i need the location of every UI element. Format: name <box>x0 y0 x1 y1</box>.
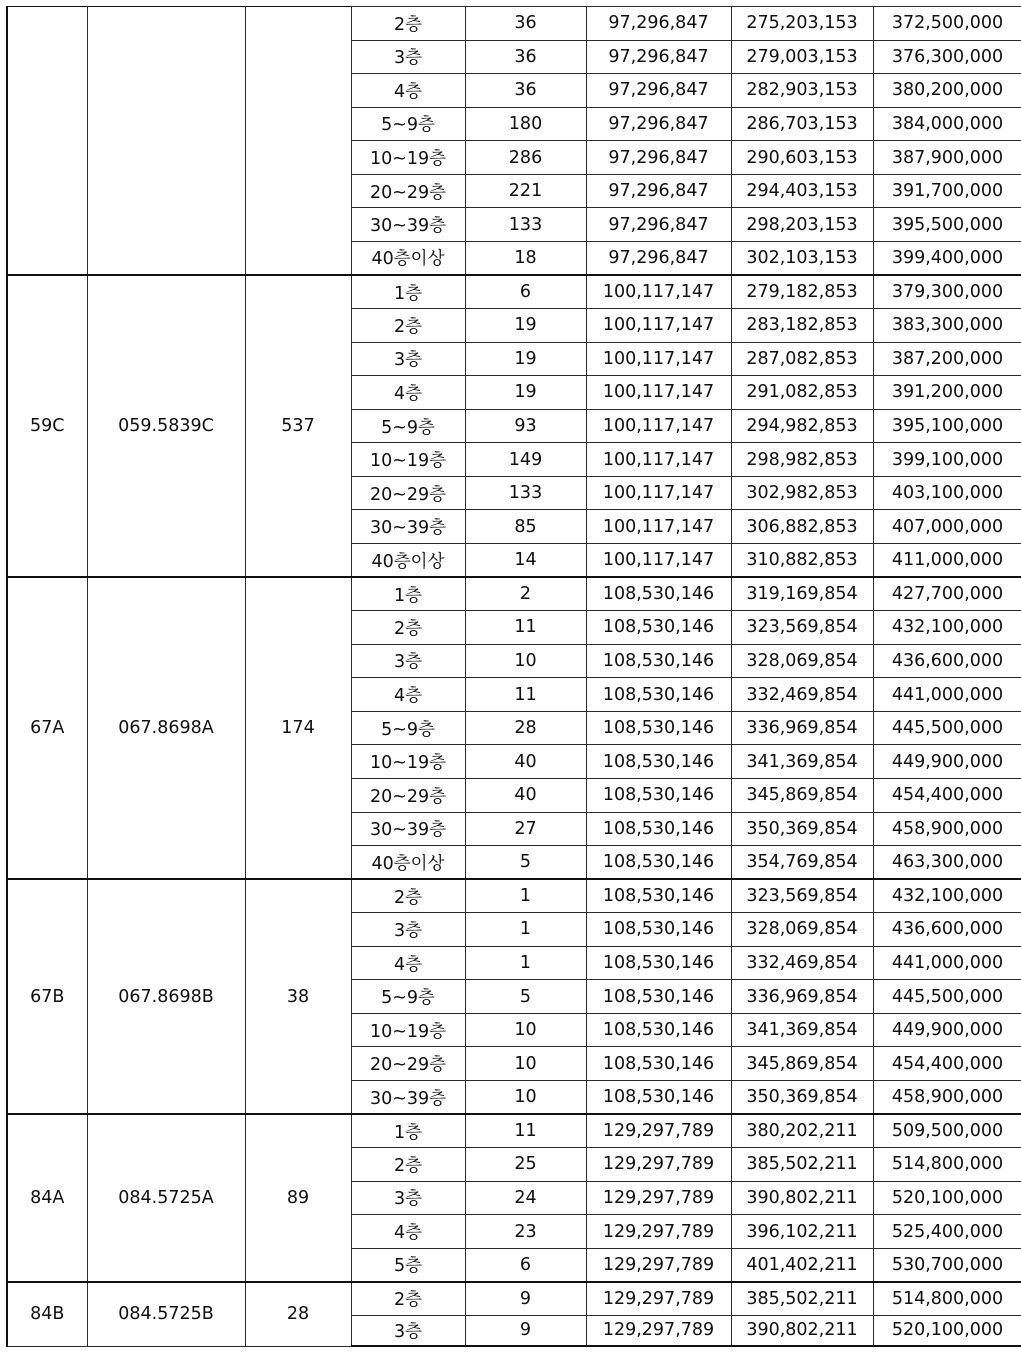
count-cell: 133 <box>465 476 586 510</box>
total-price-cell: 387,900,000 <box>873 141 1021 175</box>
total-price-cell: 520,100,000 <box>873 1181 1021 1215</box>
floor-cell: 4층 <box>351 74 465 108</box>
floor-cell: 3층 <box>351 40 465 74</box>
building-price-cell: 275,203,153 <box>731 7 873 41</box>
unit-type-cell: 67A <box>7 577 87 879</box>
count-cell: 36 <box>465 7 586 41</box>
floor-cell: 2층 <box>351 879 465 913</box>
land-price-cell: 108,530,146 <box>586 812 731 846</box>
total-price-cell: 514,800,000 <box>873 1148 1021 1182</box>
total-price-cell: 379,300,000 <box>873 275 1021 309</box>
land-price-cell: 100,117,147 <box>586 309 731 343</box>
floor-cell: 2층 <box>351 309 465 343</box>
land-price-cell: 100,117,147 <box>586 342 731 376</box>
table-row <box>7 577 1021 611</box>
total-price-cell: 445,500,000 <box>873 711 1021 745</box>
count-cell: 11 <box>465 611 586 645</box>
total-price-cell: 436,600,000 <box>873 913 1021 947</box>
floor-cell: 4층 <box>351 376 465 410</box>
building-price-cell: 341,369,854 <box>731 1013 873 1047</box>
count-cell: 1 <box>465 946 586 980</box>
model-code-cell: 059.5839C <box>87 275 245 577</box>
model-code-cell: 084.5725A <box>87 1114 245 1282</box>
building-price-cell: 290,603,153 <box>731 141 873 175</box>
count-cell: 10 <box>465 1081 586 1115</box>
total-price-cell: 441,000,000 <box>873 946 1021 980</box>
count-cell: 23 <box>465 1215 586 1249</box>
unit-type-cell: 59C <box>7 275 87 577</box>
count-cell: 14 <box>465 544 586 578</box>
count-cell: 28 <box>465 711 586 745</box>
total-price-cell: 403,100,000 <box>873 476 1021 510</box>
land-price-cell: 97,296,847 <box>586 174 731 208</box>
land-price-cell: 108,530,146 <box>586 913 731 947</box>
land-price-cell: 108,530,146 <box>586 1081 731 1115</box>
total-price-cell: 458,900,000 <box>873 1081 1021 1115</box>
count-cell: 5 <box>465 846 586 880</box>
building-price-cell: 279,182,853 <box>731 275 873 309</box>
land-price-cell: 108,530,146 <box>586 846 731 880</box>
building-price-cell: 332,469,854 <box>731 946 873 980</box>
floor-cell: 5~9층 <box>351 409 465 443</box>
building-price-cell: 385,502,211 <box>731 1282 873 1316</box>
count-cell: 221 <box>465 174 586 208</box>
land-price-cell: 100,117,147 <box>586 409 731 443</box>
count-cell: 1 <box>465 913 586 947</box>
floor-cell: 3층 <box>351 913 465 947</box>
land-price-cell: 97,296,847 <box>586 208 731 242</box>
land-price-cell: 97,296,847 <box>586 7 731 41</box>
count-cell: 6 <box>465 275 586 309</box>
building-price-cell: 286,703,153 <box>731 107 873 141</box>
model-code-cell <box>87 7 245 276</box>
total-price-cell: 514,800,000 <box>873 1282 1021 1316</box>
floor-cell: 2층 <box>351 1148 465 1182</box>
count-cell: 180 <box>465 107 586 141</box>
count-cell: 40 <box>465 778 586 812</box>
count-cell: 40 <box>465 745 586 779</box>
building-price-cell: 328,069,854 <box>731 644 873 678</box>
total-price-cell: 399,100,000 <box>873 443 1021 477</box>
land-price-cell: 100,117,147 <box>586 275 731 309</box>
building-price-cell: 279,003,153 <box>731 40 873 74</box>
count-cell: 18 <box>465 241 586 275</box>
land-price-cell: 108,530,146 <box>586 879 731 913</box>
total-price-cell: 395,500,000 <box>873 208 1021 242</box>
building-price-cell: 350,369,854 <box>731 1081 873 1115</box>
land-price-cell: 108,530,146 <box>586 980 731 1014</box>
count-cell: 10 <box>465 644 586 678</box>
floor-cell: 30~39층 <box>351 812 465 846</box>
land-price-cell: 108,530,146 <box>586 1013 731 1047</box>
total-price-cell: 411,000,000 <box>873 544 1021 578</box>
count-cell: 19 <box>465 342 586 376</box>
floor-cell: 20~29층 <box>351 778 465 812</box>
total-price-cell: 380,200,000 <box>873 74 1021 108</box>
land-price-cell: 129,297,789 <box>586 1215 731 1249</box>
total-price-cell: 372,500,000 <box>873 7 1021 41</box>
total-price-cell: 391,200,000 <box>873 376 1021 410</box>
total-price-cell: 441,000,000 <box>873 678 1021 712</box>
floor-cell: 30~39층 <box>351 510 465 544</box>
floor-cell: 10~19층 <box>351 443 465 477</box>
total-price-cell: 520,100,000 <box>873 1315 1021 1346</box>
floor-cell: 3층 <box>351 1181 465 1215</box>
floor-cell: 4층 <box>351 946 465 980</box>
count-cell: 286 <box>465 141 586 175</box>
floor-cell: 2층 <box>351 7 465 41</box>
floor-cell: 3층 <box>351 644 465 678</box>
floor-cell: 20~29층 <box>351 174 465 208</box>
building-price-cell: 306,882,853 <box>731 510 873 544</box>
floor-cell: 4층 <box>351 1215 465 1249</box>
floor-cell: 5층 <box>351 1248 465 1282</box>
building-price-cell: 319,169,854 <box>731 577 873 611</box>
total-price-cell: 458,900,000 <box>873 812 1021 846</box>
land-price-cell: 129,297,789 <box>586 1248 731 1282</box>
floor-cell: 40층이상 <box>351 241 465 275</box>
building-price-cell: 302,982,853 <box>731 476 873 510</box>
building-price-cell: 332,469,854 <box>731 678 873 712</box>
land-price-cell: 97,296,847 <box>586 74 731 108</box>
land-price-cell: 108,530,146 <box>586 1047 731 1081</box>
table-row <box>7 1282 1021 1316</box>
count-cell: 36 <box>465 40 586 74</box>
total-price-cell: 399,400,000 <box>873 241 1021 275</box>
unit-total-cell: 89 <box>245 1114 351 1282</box>
unit-type-cell: 84A <box>7 1114 87 1282</box>
count-cell: 36 <box>465 74 586 108</box>
building-price-cell: 341,369,854 <box>731 745 873 779</box>
unit-total-cell: 174 <box>245 577 351 879</box>
total-price-cell: 454,400,000 <box>873 1047 1021 1081</box>
building-price-cell: 380,202,211 <box>731 1114 873 1148</box>
building-price-cell: 287,082,853 <box>731 342 873 376</box>
floor-cell: 10~19층 <box>351 1013 465 1047</box>
price-table <box>6 6 1021 1347</box>
floor-cell: 5~9층 <box>351 980 465 1014</box>
floor-cell: 5~9층 <box>351 711 465 745</box>
building-price-cell: 323,569,854 <box>731 879 873 913</box>
total-price-cell: 407,000,000 <box>873 510 1021 544</box>
unit-total-cell: 537 <box>245 275 351 577</box>
count-cell: 19 <box>465 309 586 343</box>
building-price-cell: 310,882,853 <box>731 544 873 578</box>
building-price-cell: 345,869,854 <box>731 778 873 812</box>
building-price-cell: 302,103,153 <box>731 241 873 275</box>
total-price-cell: 449,900,000 <box>873 1013 1021 1047</box>
unit-type-cell <box>7 7 87 276</box>
count-cell: 10 <box>465 1047 586 1081</box>
total-price-cell: 463,300,000 <box>873 846 1021 880</box>
building-price-cell: 345,869,854 <box>731 1047 873 1081</box>
model-code-cell: 067.8698B <box>87 879 245 1114</box>
total-price-cell: 432,100,000 <box>873 879 1021 913</box>
land-price-cell: 100,117,147 <box>586 376 731 410</box>
floor-cell: 40층이상 <box>351 544 465 578</box>
floor-cell: 30~39층 <box>351 208 465 242</box>
count-cell: 9 <box>465 1315 586 1346</box>
land-price-cell: 97,296,847 <box>586 141 731 175</box>
table-row <box>7 7 1021 41</box>
count-cell: 2 <box>465 577 586 611</box>
land-price-cell: 108,530,146 <box>586 644 731 678</box>
table-row <box>7 879 1021 913</box>
total-price-cell: 395,100,000 <box>873 409 1021 443</box>
building-price-cell: 336,969,854 <box>731 980 873 1014</box>
land-price-cell: 129,297,789 <box>586 1114 731 1148</box>
count-cell: 24 <box>465 1181 586 1215</box>
unit-type-cell: 84B <box>7 1282 87 1346</box>
land-price-cell: 97,296,847 <box>586 40 731 74</box>
total-price-cell: 454,400,000 <box>873 778 1021 812</box>
land-price-cell: 108,530,146 <box>586 711 731 745</box>
table-row <box>7 1114 1021 1148</box>
total-price-cell: 384,000,000 <box>873 107 1021 141</box>
count-cell: 25 <box>465 1148 586 1182</box>
building-price-cell: 298,203,153 <box>731 208 873 242</box>
model-code-cell: 067.8698A <box>87 577 245 879</box>
land-price-cell: 129,297,789 <box>586 1315 731 1346</box>
total-price-cell: 436,600,000 <box>873 644 1021 678</box>
unit-total-cell <box>245 7 351 276</box>
count-cell: 19 <box>465 376 586 410</box>
building-price-cell: 323,569,854 <box>731 611 873 645</box>
count-cell: 6 <box>465 1248 586 1282</box>
building-price-cell: 401,402,211 <box>731 1248 873 1282</box>
floor-cell: 40층이상 <box>351 846 465 880</box>
floor-cell: 1층 <box>351 577 465 611</box>
count-cell: 9 <box>465 1282 586 1316</box>
total-price-cell: 509,500,000 <box>873 1114 1021 1148</box>
count-cell: 11 <box>465 1114 586 1148</box>
land-price-cell: 108,530,146 <box>586 611 731 645</box>
floor-cell: 2층 <box>351 1282 465 1316</box>
floor-cell: 2층 <box>351 611 465 645</box>
building-price-cell: 283,182,853 <box>731 309 873 343</box>
count-cell: 5 <box>465 980 586 1014</box>
floor-cell: 20~29층 <box>351 1047 465 1081</box>
unit-total-cell: 38 <box>245 879 351 1114</box>
count-cell: 11 <box>465 678 586 712</box>
land-price-cell: 108,530,146 <box>586 946 731 980</box>
building-price-cell: 282,903,153 <box>731 74 873 108</box>
building-price-cell: 390,802,211 <box>731 1181 873 1215</box>
land-price-cell: 129,297,789 <box>586 1282 731 1316</box>
building-price-cell: 350,369,854 <box>731 812 873 846</box>
table-row <box>7 275 1021 309</box>
model-code-cell: 084.5725B <box>87 1282 245 1346</box>
building-price-cell: 390,802,211 <box>731 1315 873 1346</box>
building-price-cell: 354,769,854 <box>731 846 873 880</box>
building-price-cell: 294,982,853 <box>731 409 873 443</box>
floor-cell: 3층 <box>351 342 465 376</box>
building-price-cell: 385,502,211 <box>731 1148 873 1182</box>
floor-cell: 10~19층 <box>351 141 465 175</box>
building-price-cell: 336,969,854 <box>731 711 873 745</box>
land-price-cell: 97,296,847 <box>586 107 731 141</box>
total-price-cell: 387,200,000 <box>873 342 1021 376</box>
land-price-cell: 100,117,147 <box>586 476 731 510</box>
land-price-cell: 97,296,847 <box>586 241 731 275</box>
building-price-cell: 291,082,853 <box>731 376 873 410</box>
building-price-cell: 328,069,854 <box>731 913 873 947</box>
floor-cell: 1층 <box>351 1114 465 1148</box>
total-price-cell: 530,700,000 <box>873 1248 1021 1282</box>
total-price-cell: 445,500,000 <box>873 980 1021 1014</box>
total-price-cell: 383,300,000 <box>873 309 1021 343</box>
land-price-cell: 100,117,147 <box>586 544 731 578</box>
total-price-cell: 391,700,000 <box>873 174 1021 208</box>
total-price-cell: 427,700,000 <box>873 577 1021 611</box>
land-price-cell: 100,117,147 <box>586 510 731 544</box>
unit-total-cell: 28 <box>245 1282 351 1346</box>
floor-cell: 1층 <box>351 275 465 309</box>
building-price-cell: 298,982,853 <box>731 443 873 477</box>
land-price-cell: 108,530,146 <box>586 678 731 712</box>
total-price-cell: 525,400,000 <box>873 1215 1021 1249</box>
floor-cell: 5~9층 <box>351 107 465 141</box>
floor-cell: 20~29층 <box>351 476 465 510</box>
building-price-cell: 294,403,153 <box>731 174 873 208</box>
count-cell: 27 <box>465 812 586 846</box>
land-price-cell: 129,297,789 <box>586 1148 731 1182</box>
count-cell: 10 <box>465 1013 586 1047</box>
count-cell: 85 <box>465 510 586 544</box>
floor-cell: 4층 <box>351 678 465 712</box>
total-price-cell: 376,300,000 <box>873 40 1021 74</box>
count-cell: 1 <box>465 879 586 913</box>
land-price-cell: 129,297,789 <box>586 1181 731 1215</box>
land-price-cell: 108,530,146 <box>586 745 731 779</box>
floor-cell: 30~39층 <box>351 1081 465 1115</box>
floor-cell: 10~19층 <box>351 745 465 779</box>
land-price-cell: 108,530,146 <box>586 778 731 812</box>
total-price-cell: 449,900,000 <box>873 745 1021 779</box>
count-cell: 133 <box>465 208 586 242</box>
land-price-cell: 108,530,146 <box>586 577 731 611</box>
count-cell: 93 <box>465 409 586 443</box>
building-price-cell: 396,102,211 <box>731 1215 873 1249</box>
land-price-cell: 100,117,147 <box>586 443 731 477</box>
floor-cell: 3층 <box>351 1315 465 1346</box>
unit-type-cell: 67B <box>7 879 87 1114</box>
total-price-cell: 432,100,000 <box>873 611 1021 645</box>
count-cell: 149 <box>465 443 586 477</box>
